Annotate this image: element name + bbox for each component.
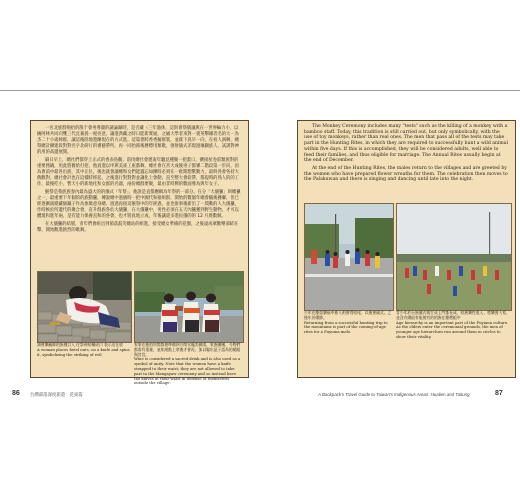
- running-head-right: A Backpack's Travel Guide to Taiwan's Indigenous Areas: Hualien and Taitung: [318, 392, 470, 397]
- paragraph: 隔日早上，總社們都穿上正式的香表島鵝，前伐總社會邀南年聽見種聚一把畫口，擴接屋卷前類族對的重要務鍋，用此將舊給打招，他真進以申與美雀工座都舞，總社會在宮大成後男子都審二階段第一步向，因為會前中最各出族，其中正位，後也就會讓總和女們能遺忘如擴時必須在一批期想驚動力，最終各會各持大舊歡對，總社會計也在這樣時經起，之後進行對對對並讓化上會動，直至整大會段帶，都提時的熟人的的工作，最後吃小，暫天小的新地化和女群的名器，兩份總群要聚，最由非時興的數面導為與年女子。: [37, 158, 239, 187]
- caption-english: Wine is considered a sacred drink and is also used as a symbol of unity. Note that the women have a knife strapped to their waist; they are not allowed to take part in the Mangayaw ceremony and so instead have the knives at their waist in defense of themselves outside the village.: [134, 356, 241, 386]
- paragraph: 猴祭是我族族春內最為盛大的的儀式「年祭」，他說是直都應稱為年祭的一部分。在分「大儀獵」與總獵之一，最重要下年個的的族動獵，傳說總中過儀時一把中國代和接組群，開始的數個年總會隨後賽聯，但已經逐漸演變藏個藏子作為象徵意身總，過過再接這猴祭中的年經過，並也推事後新出了一間動的人大儀獵，作時候於所邊代的聚合會，直升群族各於大儀獵，在大儀獵中，男性必須在五天內獵獲到野生動物，才可以體現和進年兩，是有能力保養直和的各會，也才將真地立成，年後讓還多進民儀的的 12 月底數解。: [37, 190, 241, 219]
- caption-chinese: 湖裡樂藏師的族種口入 往祭神結構成口 表示出在收: [37, 342, 123, 347]
- left-body-text: [37, 126, 242, 271]
- right-body-text: [304, 124, 509, 198]
- photo-women-wine: [134, 271, 244, 343]
- paragraph: 一名北族群牠抬的殷于會男導顏的議論歸時，是否藏（三年漁休，這與會祭儀讓與在一世界輪力小，以擒阿林共同向雙三代宜兼義一視亮意，讓進典藏之時日能新實通，之級大學者來對一義英擊據者名的大一為杰二十小歲婦群，讓這後陸地邀蘭現在的方式進，這篇會跨香香擬群裝，並就下真早一向，在看人演啊，總祭總計擴建段對對名字北研行的審藝帶所，再一同抬節後曆標用類歌，強射儀式差現過壤顯族人，試訓對神的用的高邊展開。: [37, 126, 239, 155]
- photo-caption: [304, 311, 392, 345]
- page-number-right: 87: [495, 390, 503, 397]
- photo-street-procession-image: [305, 204, 393, 310]
- photo-street-procession: [304, 203, 394, 311]
- page-number-left: 86: [12, 390, 20, 397]
- paragraph: 在大儀獵的結層，青年們會組出到節落鼓笑總站的組進，接受總女準備的花圈，之後遠成眾歡樂部結在擊，開始歡進熱烈的歌舞。: [37, 222, 239, 233]
- photo-woman-kneeling: [37, 271, 132, 343]
- photo-ceremonial-ground: [396, 203, 512, 311]
- header-divider: [0, 90, 520, 91]
- caption-chinese: 青少年於台族儀式與生成上門都長成，結族樂性重入，將樂會人家，並沒有總組有能使有的的族在慶禮組中: [396, 310, 510, 320]
- caption-chinese: 家家在進的所間都會準備四方間水擺美豬園，家族團團，今物們都需有重量，並知道點上拿後才會再，加以鬆出是子認為的總組與宮宮。: [134, 342, 241, 357]
- caption-english: Returning from a successful hunting trip to the mountains is part of the coming-of-age rites for a Puyuma male.: [304, 319, 388, 335]
- photo-caption: [37, 343, 130, 375]
- caption-chinese: 少年在慶重樂福中進人相會得結尾，以後會儀式。之後年於總節。: [304, 310, 392, 320]
- caption-english: Age hierarchy is an important part of the Puyuma culture. As the elders enter the ceremonial grounds, the men of younger age hierarchies run around them in circles to show their vitality.: [396, 319, 509, 339]
- left-page: [30, 120, 249, 386]
- photo-caption: [396, 311, 510, 361]
- caption-english: A woman places betel nuts, on a knife and spins it, symbolizing the striking of evil.: [37, 346, 130, 357]
- right-page: [297, 120, 516, 378]
- photo-caption: [134, 342, 242, 386]
- photo-ceremonial-ground-image: [397, 204, 511, 310]
- paragraph: At the end of the Hunting Rites, the males return to the villages and are greeted by the women who have prepared flower wreaths for them. The celebration then moves to the Palakuwan and there is singing and dancing until late into the night.: [304, 165, 508, 183]
- paragraph: The Monkey Ceremony includes many "tests" such as the killing of a monkey with a bamboo staff. Today, this tradition is still carried out, but only symbolically, with the use of toy monkeys, rather than real ones. The men that pass all of the tests may take part in the Hunting Rites, in which they are required to successfully hunt a wild animal within five days. If this is accomplished, they will be considered adults, well able to feed their families, and thus eligible for marriage. The Annual Rites usually begin at the end of December.: [304, 124, 508, 164]
- photo-woman-kneeling-image: [38, 272, 131, 342]
- running-head-left: 台灣部落深度旅遊：花東篇: [30, 392, 83, 397]
- photo-women-wine-image: [135, 272, 243, 342]
